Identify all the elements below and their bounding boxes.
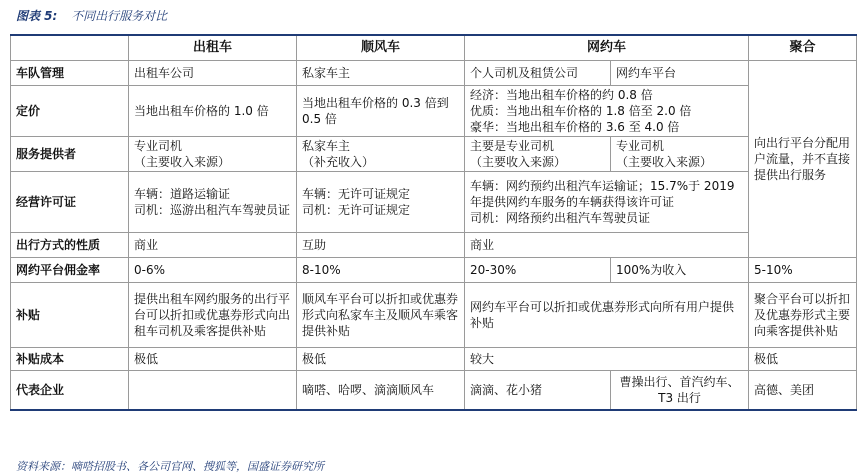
header-corner [11, 35, 129, 61]
cell: 网约车平台可以折扣或优惠券形式向所有用户提供补贴 [465, 283, 749, 348]
table-row [11, 137, 857, 172]
table-row [11, 233, 857, 258]
cell-line: （补充收入） [302, 155, 375, 169]
table-row [11, 86, 857, 137]
cell: 8-10% [297, 258, 465, 283]
header-aggregate: 聚合 [749, 35, 857, 61]
cell: 极低 [749, 348, 857, 371]
row-label: 车队管理 [11, 61, 129, 86]
figure-label: 图表 5: [16, 9, 58, 23]
cell [297, 172, 465, 233]
cell: 较大 [465, 348, 749, 371]
cell [465, 137, 611, 172]
cell-line: （主要收入来源） [470, 155, 567, 169]
cell [129, 371, 297, 411]
header-carpool: 顺风车 [297, 35, 465, 61]
cell-line: 主要是专业司机 [470, 139, 555, 153]
cell-line: 司机：无许可证规定 [302, 203, 411, 217]
cell: 嘀嗒、哈啰、滴滴顺风车 [297, 371, 465, 411]
row-label: 经营许可证 [11, 172, 129, 233]
cell: 商业 [465, 233, 749, 258]
cell: 顺风车平台可以折扣或优惠券形式向私家车主及顺风车乘客提供补贴 [297, 283, 465, 348]
cell: 聚合平台可以折扣及优惠券形式主要向乘客提供补贴 [749, 283, 857, 348]
comparison-table [10, 34, 857, 411]
cell: 曹操出行、首汽约车、T3 出行 [611, 371, 749, 411]
cell: 100%为收入 [611, 258, 749, 283]
cell: 出租车公司 [129, 61, 297, 86]
cell-line: 车辆：无许可证规定 [302, 187, 411, 201]
cell: 极低 [129, 348, 297, 371]
table-row [11, 61, 857, 86]
cell [129, 172, 297, 233]
source-note: 资料来源：嘀嗒招股书、各公司官网、搜狐等，国盛证券研究所 [16, 460, 324, 473]
table-row [11, 283, 857, 348]
pricing-economy: 经济：当地出租车价格的约 0.8 倍 [470, 88, 653, 102]
cell-line: 专业司机 [616, 139, 665, 153]
cell [465, 172, 749, 233]
cell-line: 私家车主 [302, 139, 351, 153]
row-label: 服务提供者 [11, 137, 129, 172]
cell: 当地出租车价格的 0.3 倍到 0.5 倍 [297, 86, 465, 137]
table-header-row [11, 35, 857, 61]
cell [465, 86, 749, 137]
aggregate-merged-cell: 向出行平台分配用户流量，并不直接提供出行服务 [749, 61, 857, 258]
cell: 提供出租车网约服务的出行平台可以折扣或优惠券形式向出租车司机及乘客提供补贴 [129, 283, 297, 348]
cell-line: （主要收入来源） [616, 155, 713, 169]
cell: 高德、美团 [749, 371, 857, 411]
cell: 极低 [297, 348, 465, 371]
row-label: 代表企业 [11, 371, 129, 411]
cell-line: 司机：网络预约出租汽车驾驶员证 [470, 211, 651, 225]
table-row [11, 348, 857, 371]
pricing-premium: 优质：当地出租车价格的 1.8 倍至 2.0 倍 [470, 104, 692, 118]
table-row [11, 258, 857, 283]
header-ridehail: 网约车 [465, 35, 749, 61]
cell [611, 137, 749, 172]
cell: 商业 [129, 233, 297, 258]
cell: 互助 [297, 233, 465, 258]
row-label: 定价 [11, 86, 129, 137]
cell: 0-6% [129, 258, 297, 283]
cell: 20-30% [465, 258, 611, 283]
cell: 网约车平台 [611, 61, 749, 86]
figure-caption [16, 7, 167, 24]
cell-line: 车辆：网约预约出租汽车运输证；15.7%于 2019 年提供网约车服务的车辆获得该许可证 [470, 179, 735, 209]
cell: 5-10% [749, 258, 857, 283]
table-row [11, 172, 857, 233]
figure-title: 不同出行服务对比 [71, 9, 168, 23]
header-taxi: 出租车 [129, 35, 297, 61]
cell-line: 专业司机 [134, 139, 183, 153]
pricing-luxury: 豪华：当地出租车价格的 3.6 至 4.0 倍 [470, 120, 680, 134]
cell: 当地出租车价格的 1.0 倍 [129, 86, 297, 137]
cell: 个人司机及租赁公司 [465, 61, 611, 86]
cell-line: 车辆：道路运输证 [134, 187, 231, 201]
cell: 滴滴、花小猪 [465, 371, 611, 411]
table-row [11, 371, 857, 411]
cell-line: 司机：巡游出租汽车驾驶员证 [134, 203, 291, 217]
cell-line: （主要收入来源） [134, 155, 231, 169]
row-label: 补贴成本 [11, 348, 129, 371]
row-label: 出行方式的性质 [11, 233, 129, 258]
row-label: 补贴 [11, 283, 129, 348]
cell [297, 137, 465, 172]
row-label: 网约平台佣金率 [11, 258, 129, 283]
cell [129, 137, 297, 172]
cell: 私家车主 [297, 61, 465, 86]
